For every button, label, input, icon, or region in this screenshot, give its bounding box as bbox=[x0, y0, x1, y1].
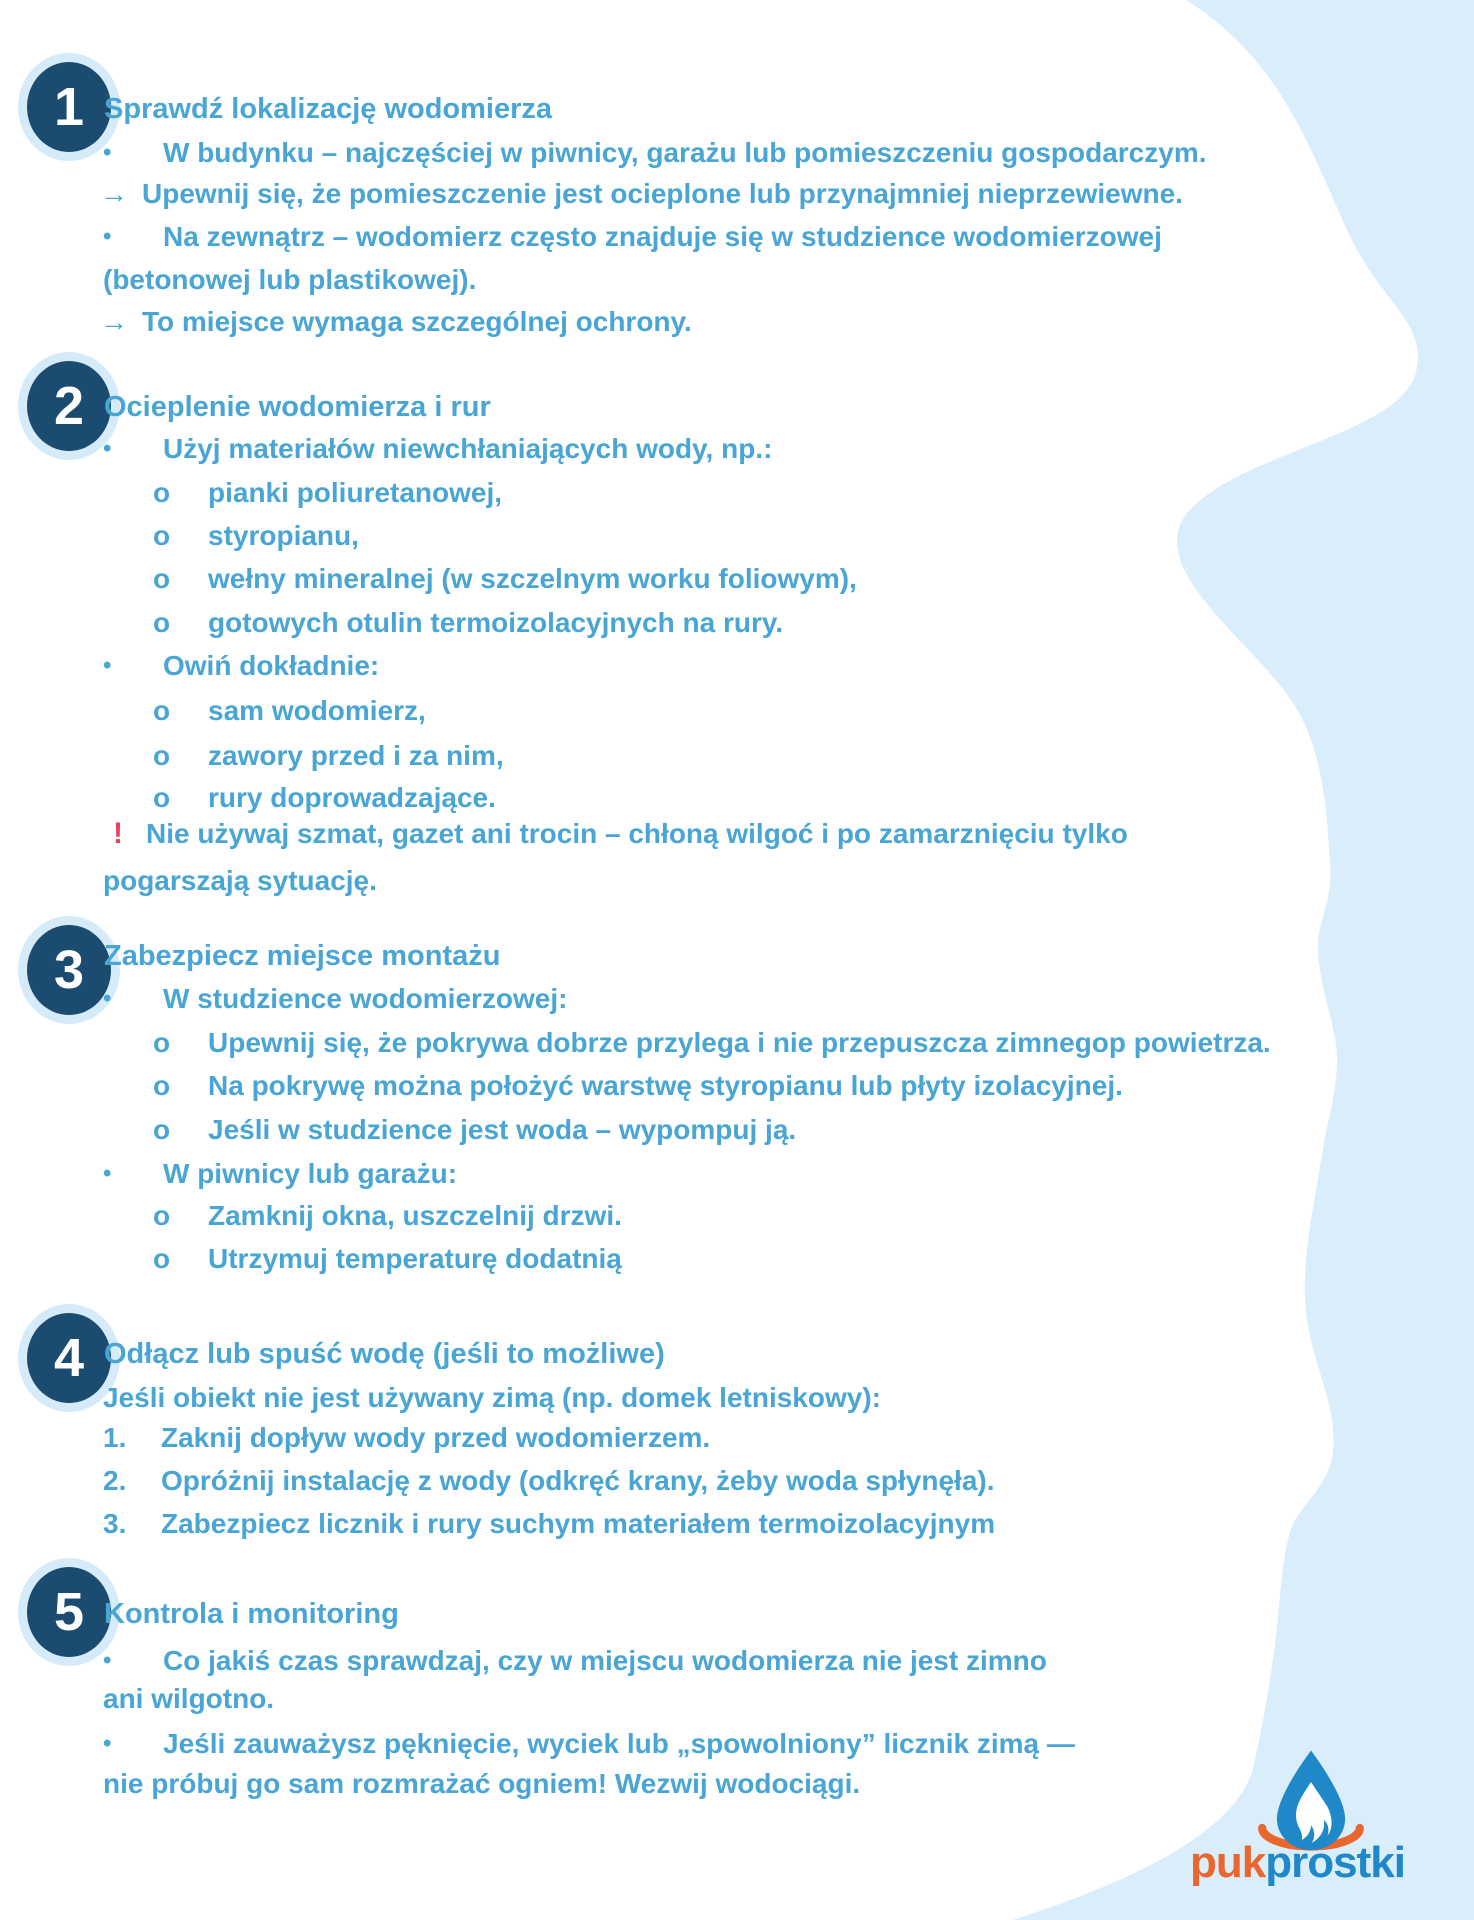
step-number: 5 bbox=[53, 1582, 85, 1642]
list-item-text: Jeśli zauważysz pęknięcie, wyciek lub „spowolniony” licznik zimą — bbox=[163, 1728, 1075, 1759]
sub-bullet-marker: o bbox=[153, 477, 171, 508]
arrow-marker: → bbox=[100, 178, 128, 209]
bullet-marker: • bbox=[103, 435, 112, 462]
list-item-text: sam wodomierz, bbox=[208, 695, 426, 726]
arrow-marker: → bbox=[100, 306, 128, 337]
sub-bullet-marker: o bbox=[153, 1070, 171, 1101]
bullet-marker: • bbox=[103, 1160, 112, 1187]
list-item-text: Upewnij się, że pokrywa dobrze przylega i nie przepuszcza zimnegop powietrza. bbox=[208, 1027, 1271, 1058]
section-title: Ocieplenie wodomierza i rur bbox=[104, 391, 491, 423]
list-item bbox=[153, 476, 502, 510]
list-item-text: Zamknij okna, uszczelnij drzwi. bbox=[208, 1200, 622, 1231]
sub-bullet-marker: o bbox=[153, 740, 171, 771]
list-item bbox=[153, 519, 359, 553]
number-marker: 1. bbox=[103, 1422, 127, 1453]
list-item-text: wełny mineralnej (w szczelnym worku foliowym), bbox=[208, 563, 857, 594]
bullet-marker: • bbox=[103, 1647, 112, 1674]
section-title: Kontrola i monitoring bbox=[104, 1598, 399, 1630]
step-badge bbox=[27, 62, 111, 152]
list-item bbox=[103, 1507, 995, 1541]
list-item bbox=[103, 1767, 860, 1801]
step-number: 1 bbox=[53, 77, 85, 137]
list-item bbox=[153, 694, 426, 728]
step-badge bbox=[27, 361, 111, 451]
warning-exclamation-icon: ! bbox=[113, 817, 123, 850]
bullet-marker: • bbox=[103, 985, 112, 1012]
brand-name-orange: puk bbox=[1190, 1838, 1266, 1887]
bullet-marker: • bbox=[103, 652, 112, 679]
list-item-text: Co jakiś czas sprawdzaj, czy w miejscu wodomierza nie jest zimno bbox=[163, 1645, 1047, 1676]
list-item bbox=[153, 1113, 796, 1147]
list-item bbox=[103, 864, 377, 898]
list-item-text: Jeśli w studzience jest woda – wypompuj ją. bbox=[208, 1114, 797, 1145]
list-item bbox=[113, 817, 1128, 851]
list-item-text: pogarszają sytuację. bbox=[103, 865, 377, 896]
list-item bbox=[103, 136, 1207, 170]
list-item-text: W budynku – najczęściej w piwnicy, garażu lub pomieszczeniu gospodarczym. bbox=[163, 137, 1207, 168]
list-item-text: To miejsce wymaga szczególnej ochrony. bbox=[142, 306, 692, 337]
list-item-text: nie próbuj go sam rozmrażać ogniem! Wezwij wodociągi. bbox=[103, 1768, 861, 1799]
list-item-text: Zabezpiecz licznik i rury suchym materiałem termoizolacyjnym bbox=[161, 1508, 996, 1539]
list-item-text: styropianu, bbox=[208, 520, 359, 551]
step-number: 2 bbox=[53, 376, 85, 436]
section-title: Odłącz lub spuść wodę (jeśli to możliwe) bbox=[104, 1338, 665, 1370]
list-item-text: Nie używaj szmat, gazet ani trocin – chłoną wilgoć i po zamarznięciu tylko bbox=[146, 818, 1128, 849]
list-item-text: Zaknij dopływ wody przed wodomierzem. bbox=[161, 1422, 711, 1453]
list-item bbox=[103, 1157, 457, 1191]
sub-bullet-marker: o bbox=[153, 563, 171, 594]
list-item bbox=[103, 220, 1162, 254]
step-number: 4 bbox=[53, 1328, 85, 1388]
list-item bbox=[153, 781, 496, 815]
list-item bbox=[153, 1199, 622, 1233]
section-title: Sprawdź lokalizację wodomierza bbox=[104, 93, 553, 125]
list-item bbox=[100, 177, 1183, 211]
list-item bbox=[103, 263, 476, 297]
list-item-text: Jeśli obiekt nie jest używany zimą (np. domek letniskowy): bbox=[103, 1382, 881, 1413]
sub-bullet-marker: o bbox=[153, 607, 171, 638]
brand-name-blue: prostki bbox=[1265, 1838, 1405, 1887]
list-item-text: zawory przed i za nim, bbox=[208, 740, 504, 771]
list-item bbox=[153, 562, 857, 596]
sub-bullet-marker: o bbox=[153, 1243, 171, 1274]
list-item-text: gotowych otulin termoizolacyjnych na rury. bbox=[208, 607, 784, 638]
list-item bbox=[103, 432, 772, 466]
list-item-text: pianki poliuretanowej, bbox=[208, 477, 503, 508]
list-item bbox=[153, 739, 504, 773]
list-item bbox=[153, 1069, 1123, 1103]
list-item-text: Utrzymuj temperaturę dodatnią bbox=[208, 1243, 622, 1274]
sub-bullet-marker: o bbox=[153, 782, 171, 813]
bullet-marker: • bbox=[103, 139, 112, 166]
step-badge bbox=[27, 1313, 111, 1403]
bullet-marker: • bbox=[103, 223, 112, 250]
list-item bbox=[100, 305, 692, 339]
list-item bbox=[153, 1026, 1271, 1060]
list-item bbox=[103, 1381, 881, 1415]
list-item bbox=[103, 1464, 995, 1498]
list-item-text: Upewnij się, że pomieszczenie jest ocieplone lub przynajmniej nieprzewiewne. bbox=[142, 178, 1183, 209]
list-item bbox=[103, 1682, 274, 1716]
list-item bbox=[103, 982, 567, 1016]
sub-bullet-marker: o bbox=[153, 1027, 171, 1058]
list-item-text: Opróżnij instalację z wody (odkręć krany, żeby woda spłynęła). bbox=[161, 1465, 995, 1496]
brand-name bbox=[1190, 1838, 1405, 1888]
list-item bbox=[153, 606, 783, 640]
list-item-text: Owiń dokładnie: bbox=[163, 650, 380, 681]
list-item-text: W piwnicy lub garażu: bbox=[163, 1158, 458, 1189]
number-marker: 2. bbox=[103, 1465, 127, 1496]
list-item-text: Użyj materiałów niewchłaniających wody, np.: bbox=[163, 433, 773, 464]
list-item-text: Na pokrywę można położyć warstwę styropianu lub płyty izolacyjnej. bbox=[208, 1070, 1123, 1101]
number-marker: 3. bbox=[103, 1508, 127, 1539]
list-item-text: Na zewnątrz – wodomierz często znajduje się w studzience wodomierzowej bbox=[163, 221, 1162, 252]
list-item bbox=[103, 1421, 710, 1455]
sub-bullet-marker: o bbox=[153, 520, 171, 551]
list-item-text: ani wilgotno. bbox=[103, 1683, 275, 1714]
sub-bullet-marker: o bbox=[153, 695, 171, 726]
sub-bullet-marker: o bbox=[153, 1114, 171, 1145]
list-item bbox=[103, 1727, 1075, 1761]
list-item-text: rury doprowadzające. bbox=[208, 782, 496, 813]
step-badge bbox=[27, 1567, 111, 1657]
list-item-text: (betonowej lub plastikowej). bbox=[103, 264, 477, 295]
step-number: 3 bbox=[53, 940, 85, 1000]
section-title: Zabezpiecz miejsce montażu bbox=[104, 940, 501, 972]
sub-bullet-marker: o bbox=[153, 1200, 171, 1231]
list-item bbox=[103, 1644, 1047, 1678]
bullet-marker: • bbox=[103, 1730, 112, 1757]
list-item bbox=[103, 649, 379, 683]
list-item bbox=[153, 1242, 622, 1276]
list-item-text: W studzience wodomierzowej: bbox=[163, 983, 568, 1014]
step-badge bbox=[27, 925, 111, 1015]
